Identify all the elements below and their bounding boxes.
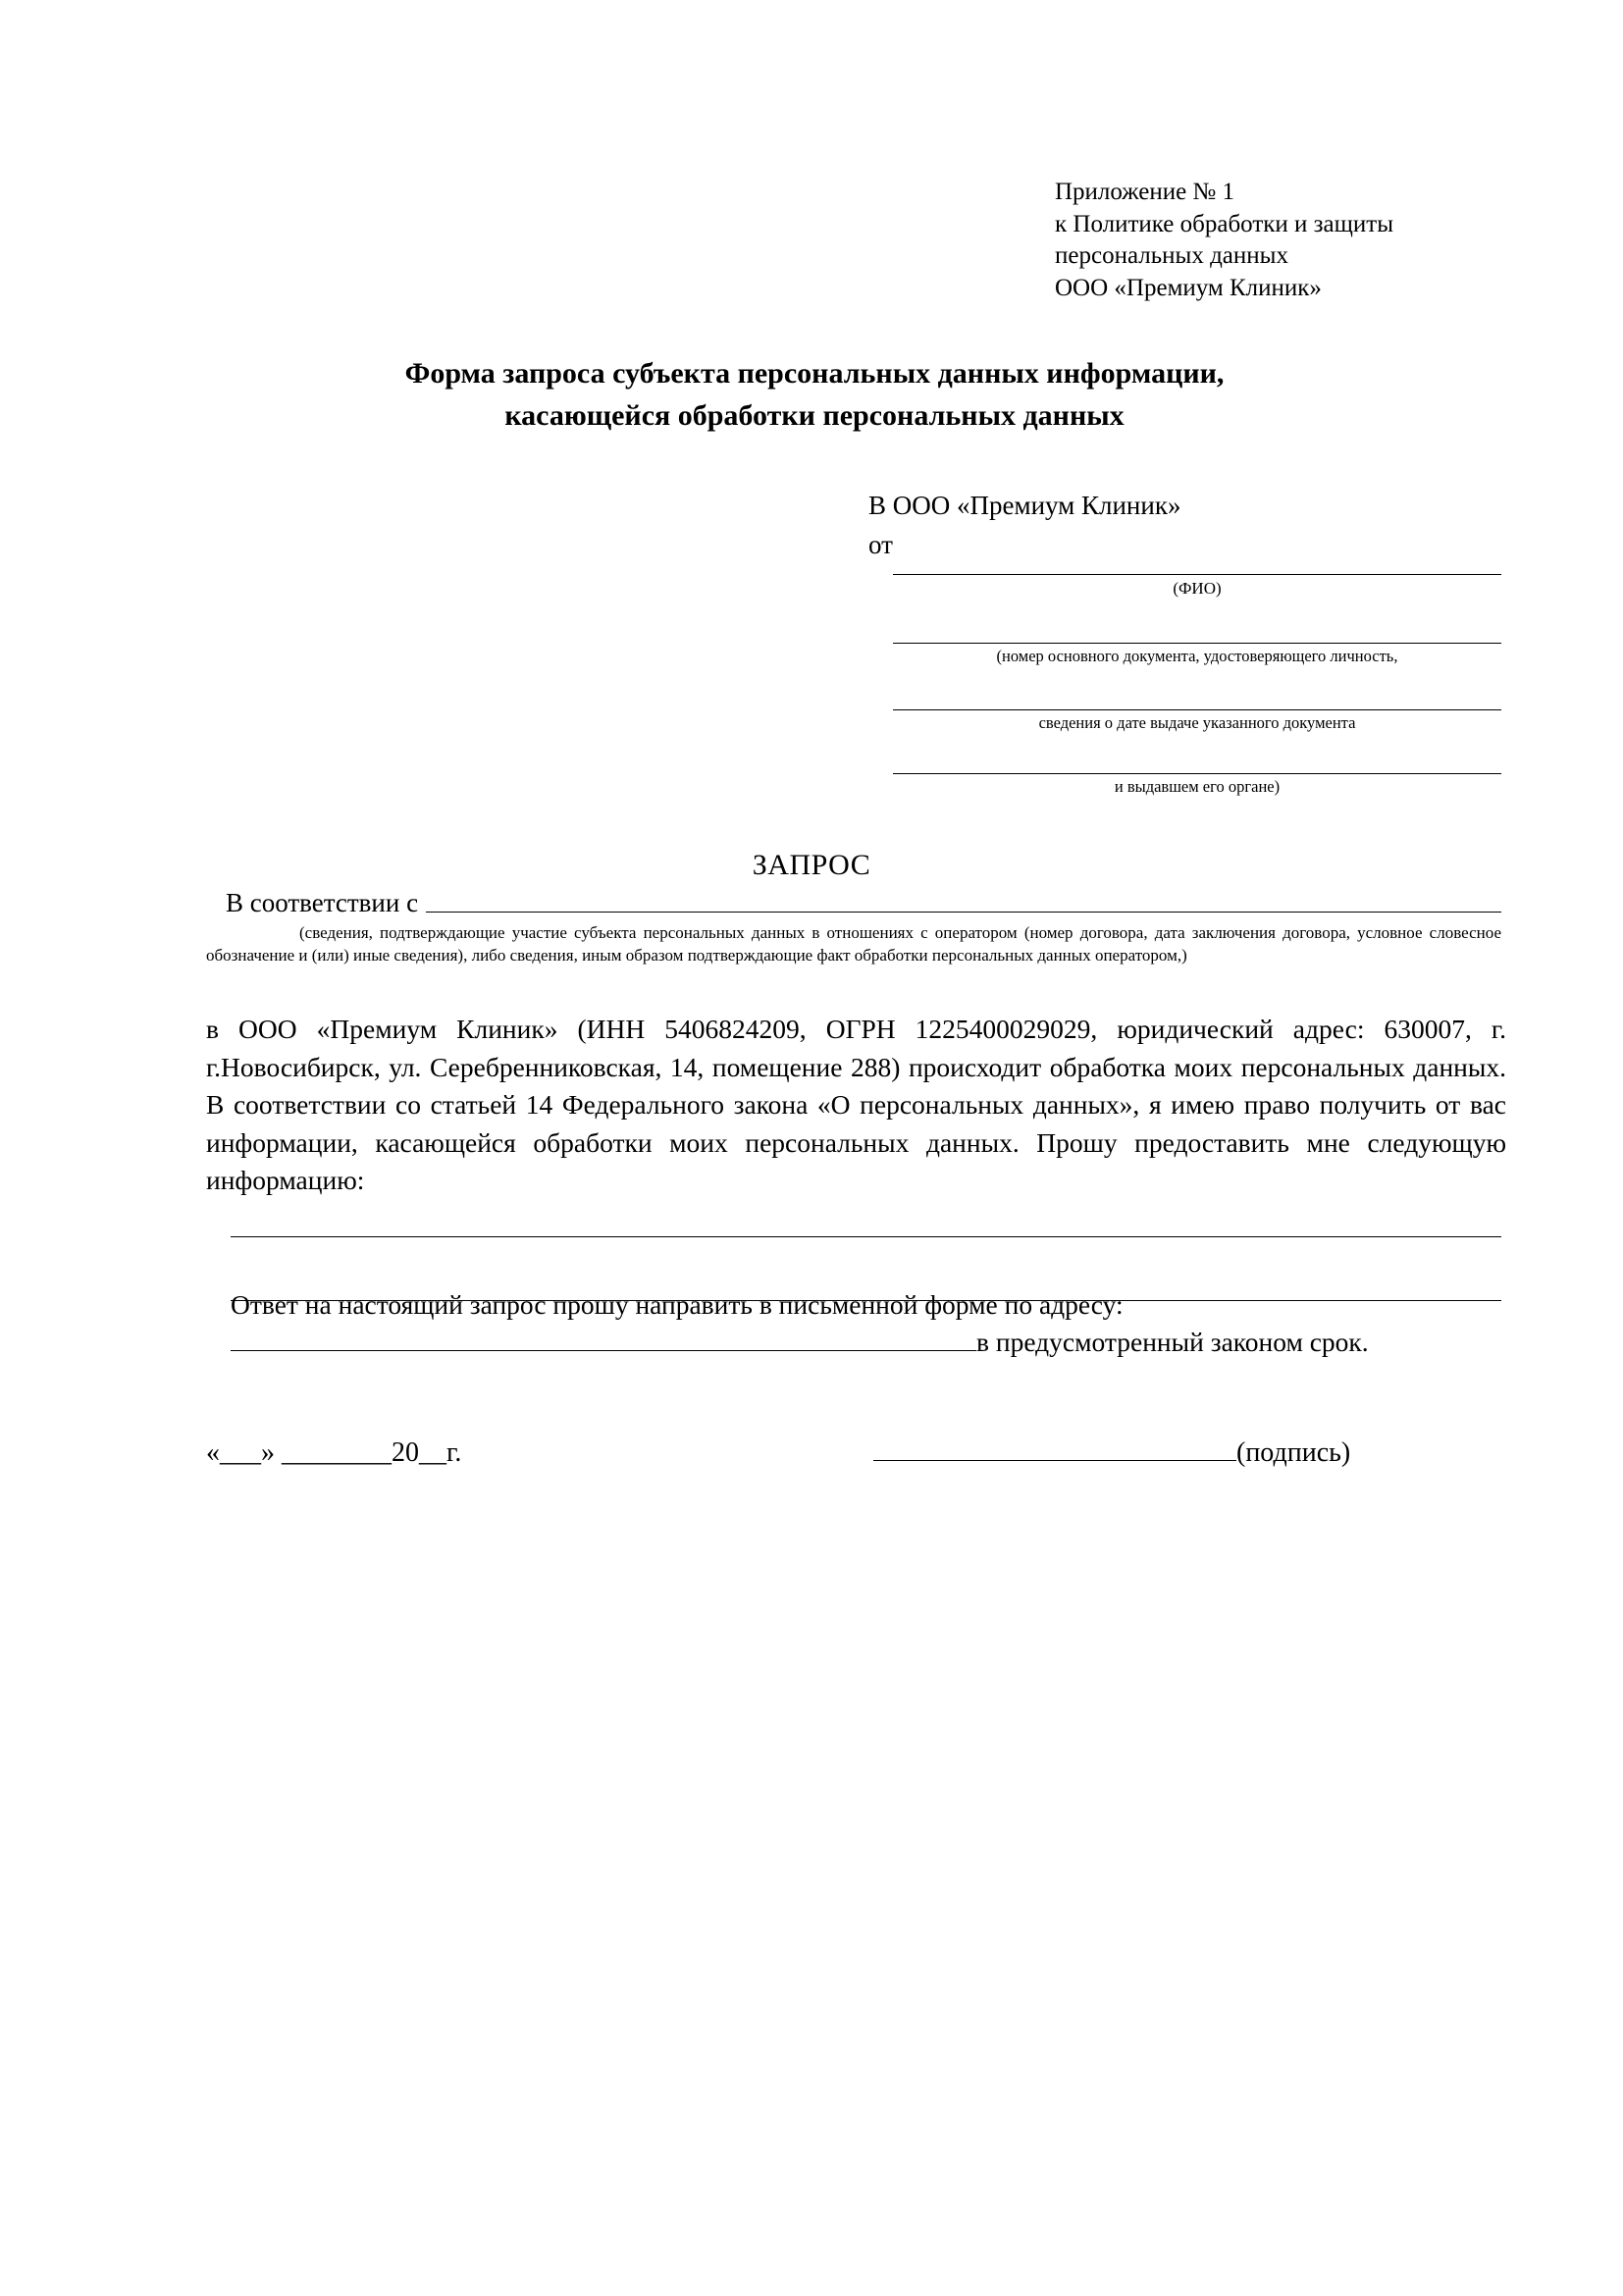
request-heading: ЗАПРОС: [752, 849, 871, 881]
accordance-note: (сведения, подтверждающие участие субъекта персональных данных в отношениях с оператором (номер договора, дата заключения договора, условное словесное обозначение и (или) иные сведения), либо сведения, иным образом подтверждающие факт обработки персональных данных оператором,): [206, 923, 1501, 965]
document-field-group: [893, 643, 1501, 667]
appendix-header-line-2: к Политике обработки и защиты: [1055, 210, 1394, 237]
reply-term-text: в предусмотренный законом срок.: [976, 1327, 1369, 1357]
reply-instruction: Ответ на настоящий запрос прошу направить в письменной форме по адресу:: [231, 1289, 1124, 1320]
signature-row: [873, 1437, 1350, 1469]
page-title: [206, 353, 1423, 437]
request-body-paragraph: в ООО «Премиум Клиник» (ИНН 5406824209, ОГРН 1225400029029, юридический адрес: 630007, г. г.Новосибирск, ул. Серебренниковская, 14, помещение 288) происходит обработка моих персональных данных. В соответствии со статьей 14 Федерального закона «О персональных данных», я имею право получить от вас информации, касающейся обработки моих персональных данных. Прошу предоставить мне следующую информацию:: [206, 1014, 1506, 1195]
signature-input-line[interactable]: [873, 1460, 1236, 1461]
date-field[interactable]: «___» ________20__г.: [206, 1437, 462, 1468]
accordance-input-line[interactable]: [426, 912, 1501, 913]
from-label: от: [868, 530, 893, 559]
appendix-header-line-3: персональных данных: [1055, 242, 1288, 269]
accordance-label: В соответствии с: [226, 888, 419, 917]
document-input-line[interactable]: [893, 643, 1501, 644]
issuing-authority-caption: и выдавшем его органе): [1114, 777, 1281, 796]
answer-blank-line-1[interactable]: [231, 1236, 1501, 1237]
issuing-authority-field-group: [893, 773, 1501, 798]
fio-input-line[interactable]: [893, 574, 1501, 575]
addressee-organization: В ООО «Премиум Клиник»: [868, 491, 1181, 520]
document-caption: (номер основного документа, удостоверяющего личность,: [996, 647, 1398, 665]
reply-address-input-line[interactable]: [231, 1350, 976, 1351]
issue-date-caption: сведения о дате выдаче указанного документа: [1038, 713, 1356, 732]
signature-caption: (подпись): [1236, 1437, 1351, 1468]
fio-caption: (ФИО): [1173, 579, 1222, 598]
reply-address-row: [231, 1327, 1501, 1358]
page-title-line-1: Форма запроса субъекта персональных данных информации,: [404, 357, 1225, 390]
accordance-row: [226, 888, 1501, 918]
issue-date-field-group: [893, 709, 1501, 734]
appendix-header: [1055, 177, 1565, 304]
issuing-authority-input-line[interactable]: [893, 773, 1501, 774]
fio-field-group: [893, 574, 1501, 599]
appendix-header-line-4: ООО «Премиум Клиник»: [1055, 274, 1322, 301]
page-title-line-2: касающейся обработки персональных данных: [504, 398, 1125, 432]
issue-date-input-line[interactable]: [893, 709, 1501, 710]
appendix-header-line-1: Приложение № 1: [1055, 179, 1235, 205]
